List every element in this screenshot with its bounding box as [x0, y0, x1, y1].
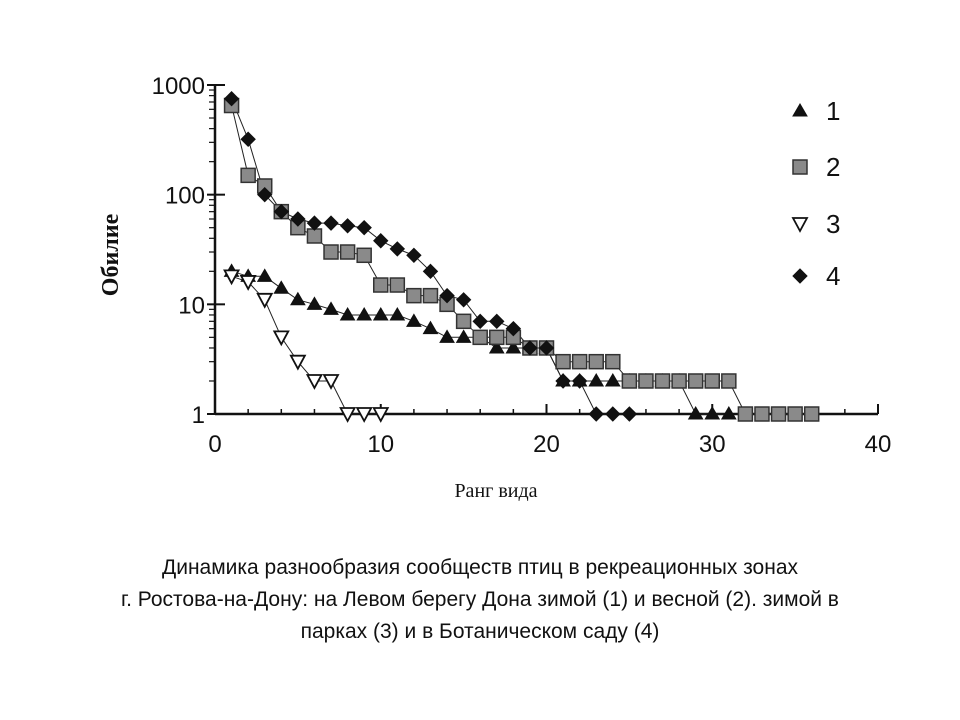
series-1-point — [440, 330, 454, 342]
tick-labels — [152, 73, 892, 458]
series-2-point — [772, 407, 786, 421]
legend — [793, 96, 840, 291]
series-2-point — [473, 330, 487, 344]
series-4-point — [589, 407, 603, 421]
series-4-point — [473, 314, 487, 328]
series-1-point — [423, 322, 437, 334]
series-2-point — [357, 248, 371, 262]
series-4-point — [324, 216, 338, 230]
y-axis-label: Обилие — [98, 213, 124, 297]
legend-label-3: 3 — [826, 209, 841, 239]
series-2-point — [407, 289, 421, 303]
series-2-point — [457, 314, 471, 328]
series-1-point — [589, 374, 603, 386]
series-1-point — [407, 314, 421, 326]
legend-label-1: 1 — [826, 96, 841, 126]
series-4-point — [241, 132, 255, 146]
x-tick-label: 40 — [864, 431, 892, 458]
ticks — [207, 85, 878, 414]
series-4-point — [457, 293, 471, 307]
series-4-point — [374, 234, 388, 248]
legend-marker-1 — [793, 104, 807, 116]
series-1-point — [291, 293, 305, 305]
legend-marker-2 — [793, 160, 807, 174]
series-2-point — [639, 374, 653, 388]
series-2-point — [755, 407, 769, 421]
series-4-point — [357, 221, 371, 235]
legend-label-2: 2 — [826, 152, 841, 182]
series-1-point — [274, 281, 288, 293]
series-2-point — [705, 374, 719, 388]
series-2-point — [423, 289, 437, 303]
series-3-point — [274, 331, 288, 344]
series-4-point — [390, 242, 404, 256]
y-tick-label: 10 — [178, 292, 205, 320]
series-1-point — [341, 308, 355, 320]
series-3-point — [258, 294, 272, 307]
series-lines — [232, 99, 812, 414]
x-tick-label: 10 — [367, 431, 395, 458]
series-2-point — [573, 355, 587, 369]
y-tick-label: 1000 — [151, 73, 205, 100]
series-2-point — [722, 374, 736, 388]
legend-label-4: 4 — [826, 261, 841, 291]
series-1-point — [374, 308, 388, 320]
series-2-point — [374, 278, 388, 292]
series-2-point — [622, 374, 636, 388]
series-2-point — [241, 168, 255, 182]
series-4-point — [341, 219, 355, 233]
legend-marker-4 — [793, 269, 807, 283]
series-2-point — [556, 355, 570, 369]
series-4-point — [307, 216, 321, 230]
series-2-point — [689, 374, 703, 388]
series-4-point — [622, 407, 636, 421]
series-2-point — [656, 374, 670, 388]
series-2-point — [738, 407, 752, 421]
y-tick-label: 1 — [191, 402, 205, 429]
series-2-point — [805, 407, 819, 421]
series-1-point — [457, 330, 471, 342]
axes — [215, 85, 878, 414]
x-tick-label: 0 — [208, 431, 222, 458]
series-3-line — [232, 276, 381, 414]
series-1-point — [258, 269, 272, 281]
series-2-line — [232, 106, 812, 415]
x-tick-label: 20 — [533, 431, 560, 458]
series-2-point — [589, 355, 603, 369]
figure-caption — [20, 552, 940, 648]
series-4-point — [606, 407, 620, 421]
series-2-point — [341, 245, 355, 259]
x-axis-label: Ранг вида — [454, 480, 538, 502]
series-2-point — [490, 330, 504, 344]
series-1-point — [606, 374, 620, 386]
series-2-point — [606, 355, 620, 369]
series-2-point — [788, 407, 802, 421]
series-3-point — [225, 270, 239, 283]
y-tick-label: 100 — [164, 182, 205, 210]
series-1-point — [390, 308, 404, 320]
series-1-point — [357, 308, 371, 320]
x-tick-label: 30 — [698, 431, 726, 458]
caption-line-1: Динамика разнообразия сообществ птиц в рекреационных зонах — [162, 556, 798, 579]
series-2-point — [324, 245, 338, 259]
series-2-point — [390, 278, 404, 292]
caption-line-3: парках (3) и в Ботаническом саду (4) — [300, 620, 660, 643]
caption-line-2: г. Ростова-на-Дону: на Левом берегу Дона зимой (1) и весной (2). зимой в — [121, 588, 839, 611]
series-2-point — [672, 374, 686, 388]
legend-marker-3 — [793, 218, 807, 231]
series-4-point — [490, 314, 504, 328]
series-points — [225, 92, 819, 421]
series-2-point — [307, 229, 321, 243]
